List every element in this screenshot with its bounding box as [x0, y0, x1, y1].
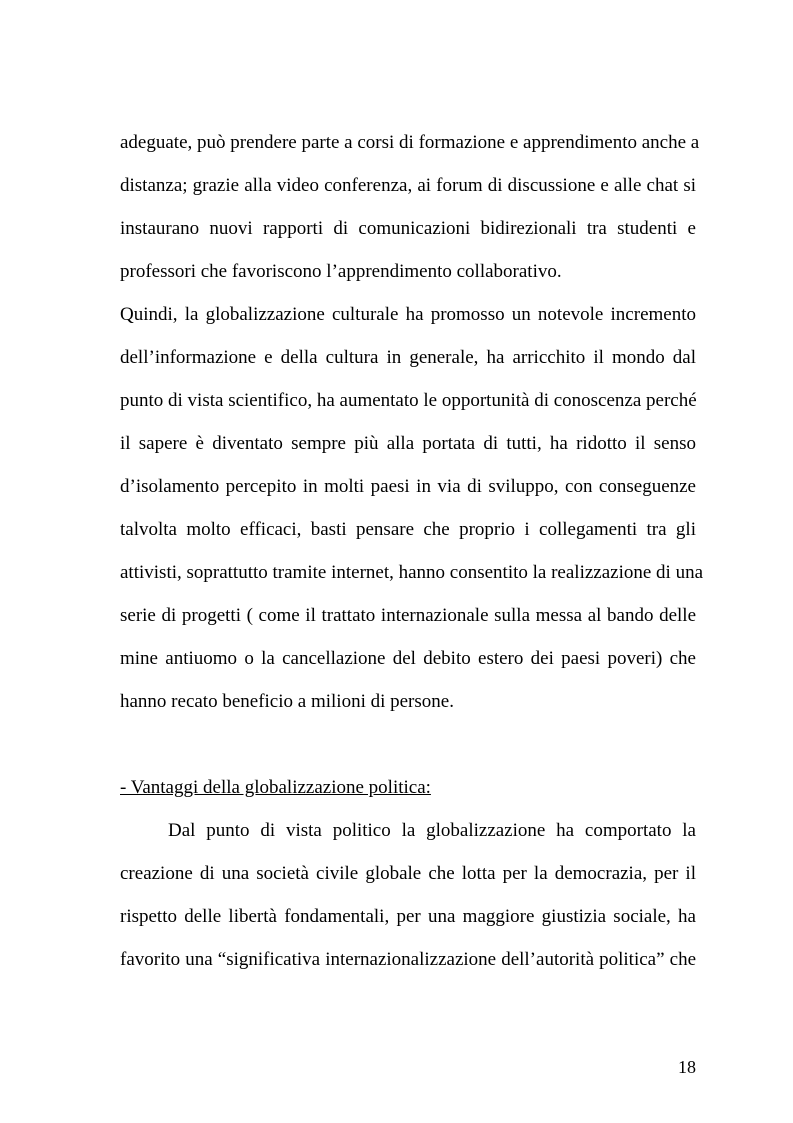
- text-line: d’isolamento percepito in molti paesi in via di sviluppo, con conseguenze: [120, 476, 696, 497]
- text-line: instaurano nuovi rapporti di comunicazioni bidirezionali tra studenti e: [120, 218, 696, 239]
- text-line: distanza; grazie alla video conferenza, ai forum di discussione e alle chat si: [120, 175, 696, 196]
- text-line: Dal punto di vista politico la globalizzazione ha comportato la: [168, 820, 696, 841]
- text-line: Quindi, la globalizzazione culturale ha promosso un notevole incremento: [120, 304, 696, 325]
- text-line: rispetto delle libertà fondamentali, per una maggiore giustizia sociale, ha: [120, 906, 696, 927]
- text-line: dell’informazione e della cultura in generale, ha arricchito il mondo dal: [120, 347, 696, 368]
- body-text-bottom: [120, 809, 696, 981]
- text-line: mine antiuomo o la cancellazione del debito estero dei paesi poveri) che: [120, 648, 696, 669]
- body-text-top: [120, 121, 704, 723]
- text-line: serie di progetti ( come il trattato internazionale sulla messa al bando delle: [120, 605, 696, 626]
- text-line: attivisti, soprattutto tramite internet, hanno consentito la realizzazione di una: [120, 562, 704, 583]
- text-line: il sapere è diventato sempre più alla portata di tutti, ha ridotto il senso: [120, 433, 696, 454]
- text-line: professori che favoriscono l’apprendimento collaborativo.: [120, 261, 562, 282]
- section-heading: - Vantaggi della globalizzazione politica:: [120, 777, 431, 798]
- text-line: favorito una “significativa internazionalizzazione dell’autorità politica” che: [120, 949, 696, 970]
- text-line: hanno recato beneficio a milioni di persone.: [120, 691, 454, 712]
- text-line: punto di vista scientifico, ha aumentato le opportunità di conoscenza perché: [120, 390, 697, 411]
- text-line: talvolta molto efficaci, basti pensare che proprio i collegamenti tra gli: [120, 519, 696, 540]
- page-number: 18: [678, 1057, 696, 1077]
- text-line: adeguate, può prendere parte a corsi di formazione e apprendimento anche a: [120, 132, 700, 153]
- text-line: creazione di una società civile globale che lotta per la democrazia, per il: [120, 863, 696, 884]
